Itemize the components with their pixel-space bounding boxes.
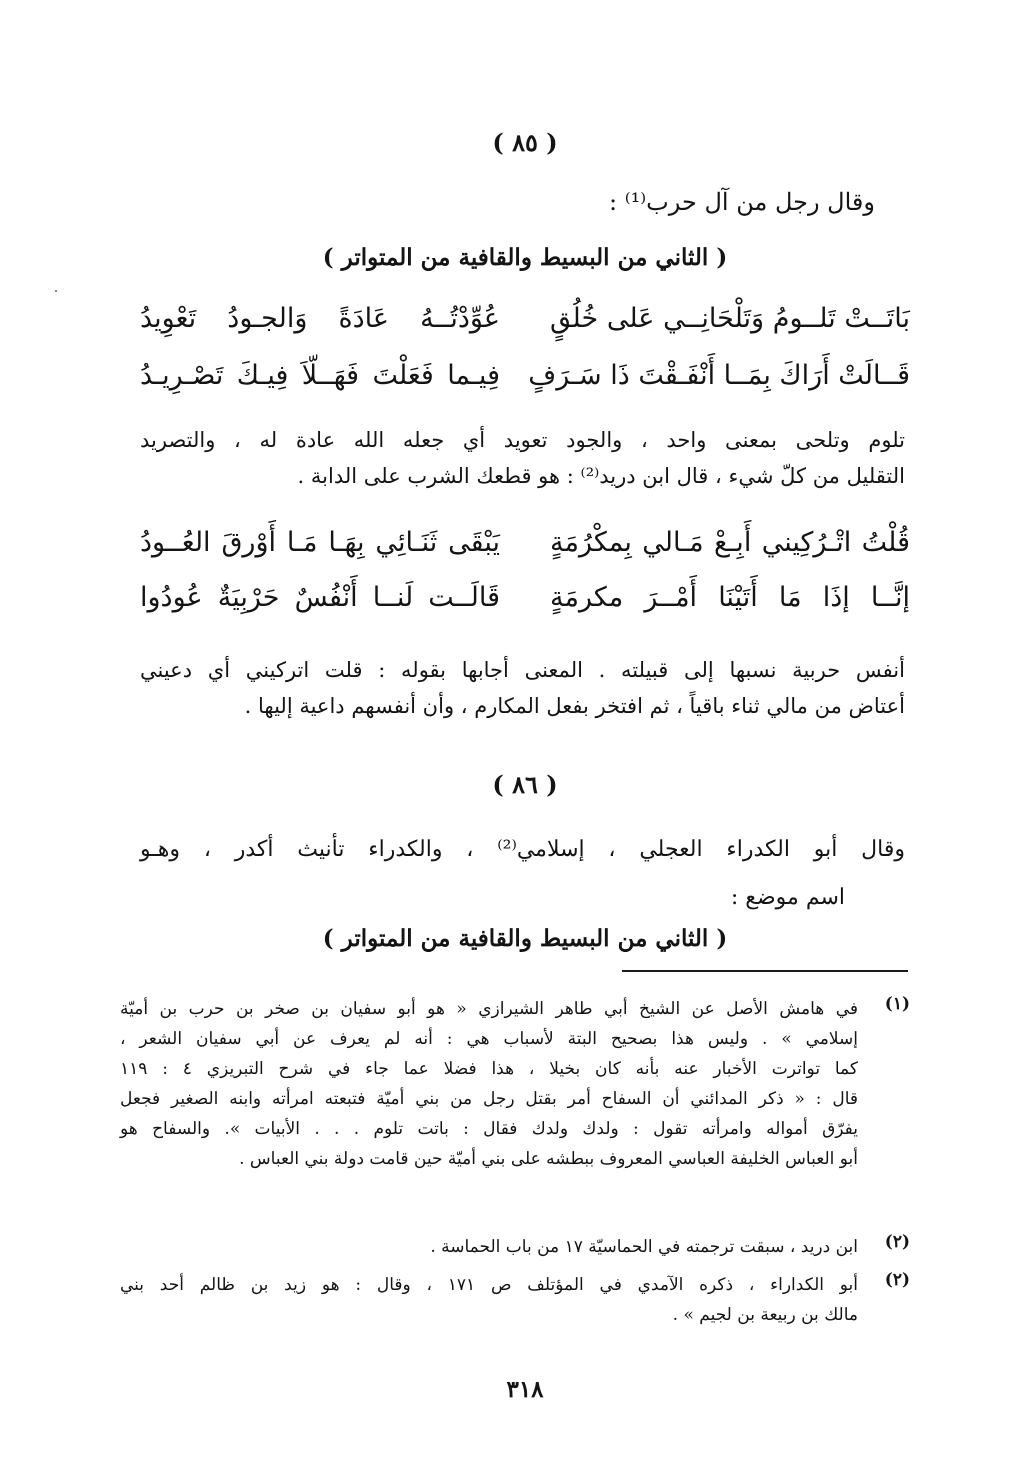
footnote-label: (١) xyxy=(884,994,910,1014)
verse-first-hemistich: قَــالَتْ أَرَاكَ بِمَــا أَنْفَـقْتَ ذَا سَـرَفٍ xyxy=(528,360,910,391)
footnote-line: قال : « ذكر المدائني أن السفاح أمر بقتل رجل من بني أميّة فتبعته امرأته وابنه الصغير فجعل xyxy=(120,1089,858,1109)
margin-speck xyxy=(55,290,57,292)
footnote-body xyxy=(120,994,858,1174)
verse-row xyxy=(140,360,910,404)
poem-85-meter: ( الثاني من البسيط والقافية من المتواتر ) xyxy=(322,244,728,271)
poem-86-intro xyxy=(140,826,905,922)
verse-second-hemistich: يَبْقَى ثَنَـائِي بِهَـا مَـا أَوْرقَ العُــودُ xyxy=(140,527,500,558)
verse-second-hemistich: قَالَــت لَنــا أَنْفُسٌ حَرْبِيَةٌ عُودُوا xyxy=(140,582,500,613)
commentary-paragraph xyxy=(140,652,905,724)
verse-row xyxy=(140,303,910,347)
footnote-line: أبو العباس الخليفة العباسي المعروف ببطشه على بني أميّة حين قامت دولة بني العباس . xyxy=(239,1149,858,1169)
footnote-label: (٢) xyxy=(884,1232,910,1252)
footnote-label: (٢) xyxy=(884,1270,910,1290)
footnote-2 xyxy=(120,1232,910,1262)
commentary-paragraph xyxy=(140,422,905,494)
intro-line: اسم موضع : xyxy=(730,885,845,910)
footnote-line: كما تواترت الأخبار عنه بأنه كان بخيلا ، هذا فضلا عما جاء في شرح التبريزي ٤ : ١١٩ xyxy=(120,1059,858,1079)
footnote-line: مالك بن ربيعة بن لجيم » . xyxy=(672,1305,858,1325)
commentary-line: التقليل من كلّ شيء ، قال ابن دريد⁽²⁾ : هو قطعك الشرب على الدابة . xyxy=(297,464,905,488)
poem-86-meter: ( الثاني من البسيط والقافية من المتواتر ) xyxy=(322,925,728,952)
footnote-line: يفرّق أمواله وامرأته تقول : ولدك ولدك فقال : باتت تلوم . . . الأبيات ». والسفاح هو xyxy=(120,1119,858,1139)
verse-second-hemistich: عُوِّدْتُــهُ عَادَةً وَالجـودُ تَعْوِيدُ xyxy=(140,303,500,334)
footnote-line: في هامش الأصل عن الشيخ أبي طاهر الشيرازي « هو أبو سفيان بن صخر بن حرب بن أميّة xyxy=(120,999,858,1019)
footnote-line: أبو الكداراء ، ذكره الآمدي في المؤتلف ص ١٧١ ، وقال : هو زيد بن ظالم أحد بني xyxy=(120,1275,859,1295)
verse-row xyxy=(140,582,910,626)
verse-row xyxy=(140,527,910,571)
footnote-line: إسلامي » . وليس هذا بصحيح البتة لأسباب هي : أنه لم يعرف عن أبي سفيان الشعر ، xyxy=(120,1029,858,1049)
poem-85-intro: وقال رجل من آل حرب⁽¹⁾ : xyxy=(609,188,875,216)
footnote-body xyxy=(120,1270,858,1330)
footnote-body xyxy=(120,1232,858,1262)
poem-number-85: ( ٨٥ ) xyxy=(492,128,558,157)
commentary-line: أعتاض من مالي ثناء باقياً ، ثم افتخر بفعل المكارم ، وأن أنفسهم داعية إليها . xyxy=(244,694,905,718)
verse-first-hemistich: إنَّــا إذَا مَا أَتَيْنَا أَمْــرَ مكرمَةٍ xyxy=(550,582,910,613)
intro-line: وقال أبو الكدراء العجلي ، إسلامي⁽²⁾ ، والكدراء تأنيث أكدر ، وهـو xyxy=(140,837,906,862)
poem-number-86: ( ٨٦ ) xyxy=(492,770,558,799)
verse-first-hemistich: بَاتَــتْ تَلــومُ وَتَلْحَانِــي عَلى خُلُقٍ xyxy=(550,303,910,334)
verse-second-hemistich: فِيـما فَعَلْتَ فَهَــلّاَ فِيـكَ تَصْـرِيـدُ xyxy=(140,360,500,391)
page-number: ٣١٨ xyxy=(506,1376,544,1403)
footnote-separator xyxy=(622,970,908,972)
footnote-3 xyxy=(120,1270,910,1330)
commentary-line: أنفس حربية نسبها إلى قبيلته . المعنى أجابها بقوله : قلت اتركيني أي دعيني xyxy=(140,658,905,682)
commentary-line: تلوم وتلحى بمعنى واحد ، والجود تعويد أي جعله الله عادة له ، والتصريد xyxy=(140,428,905,452)
verse-first-hemistich: قُلْتُ اتْـرُكِيني أَبِـعْ مَـالي بِمكْرُمَةٍ xyxy=(550,527,910,558)
footnote-1 xyxy=(120,994,910,1174)
footnote-line: ابن دريد ، سبقت ترجمته في الحماسيّة ١٧ من باب الحماسة . xyxy=(430,1237,858,1257)
